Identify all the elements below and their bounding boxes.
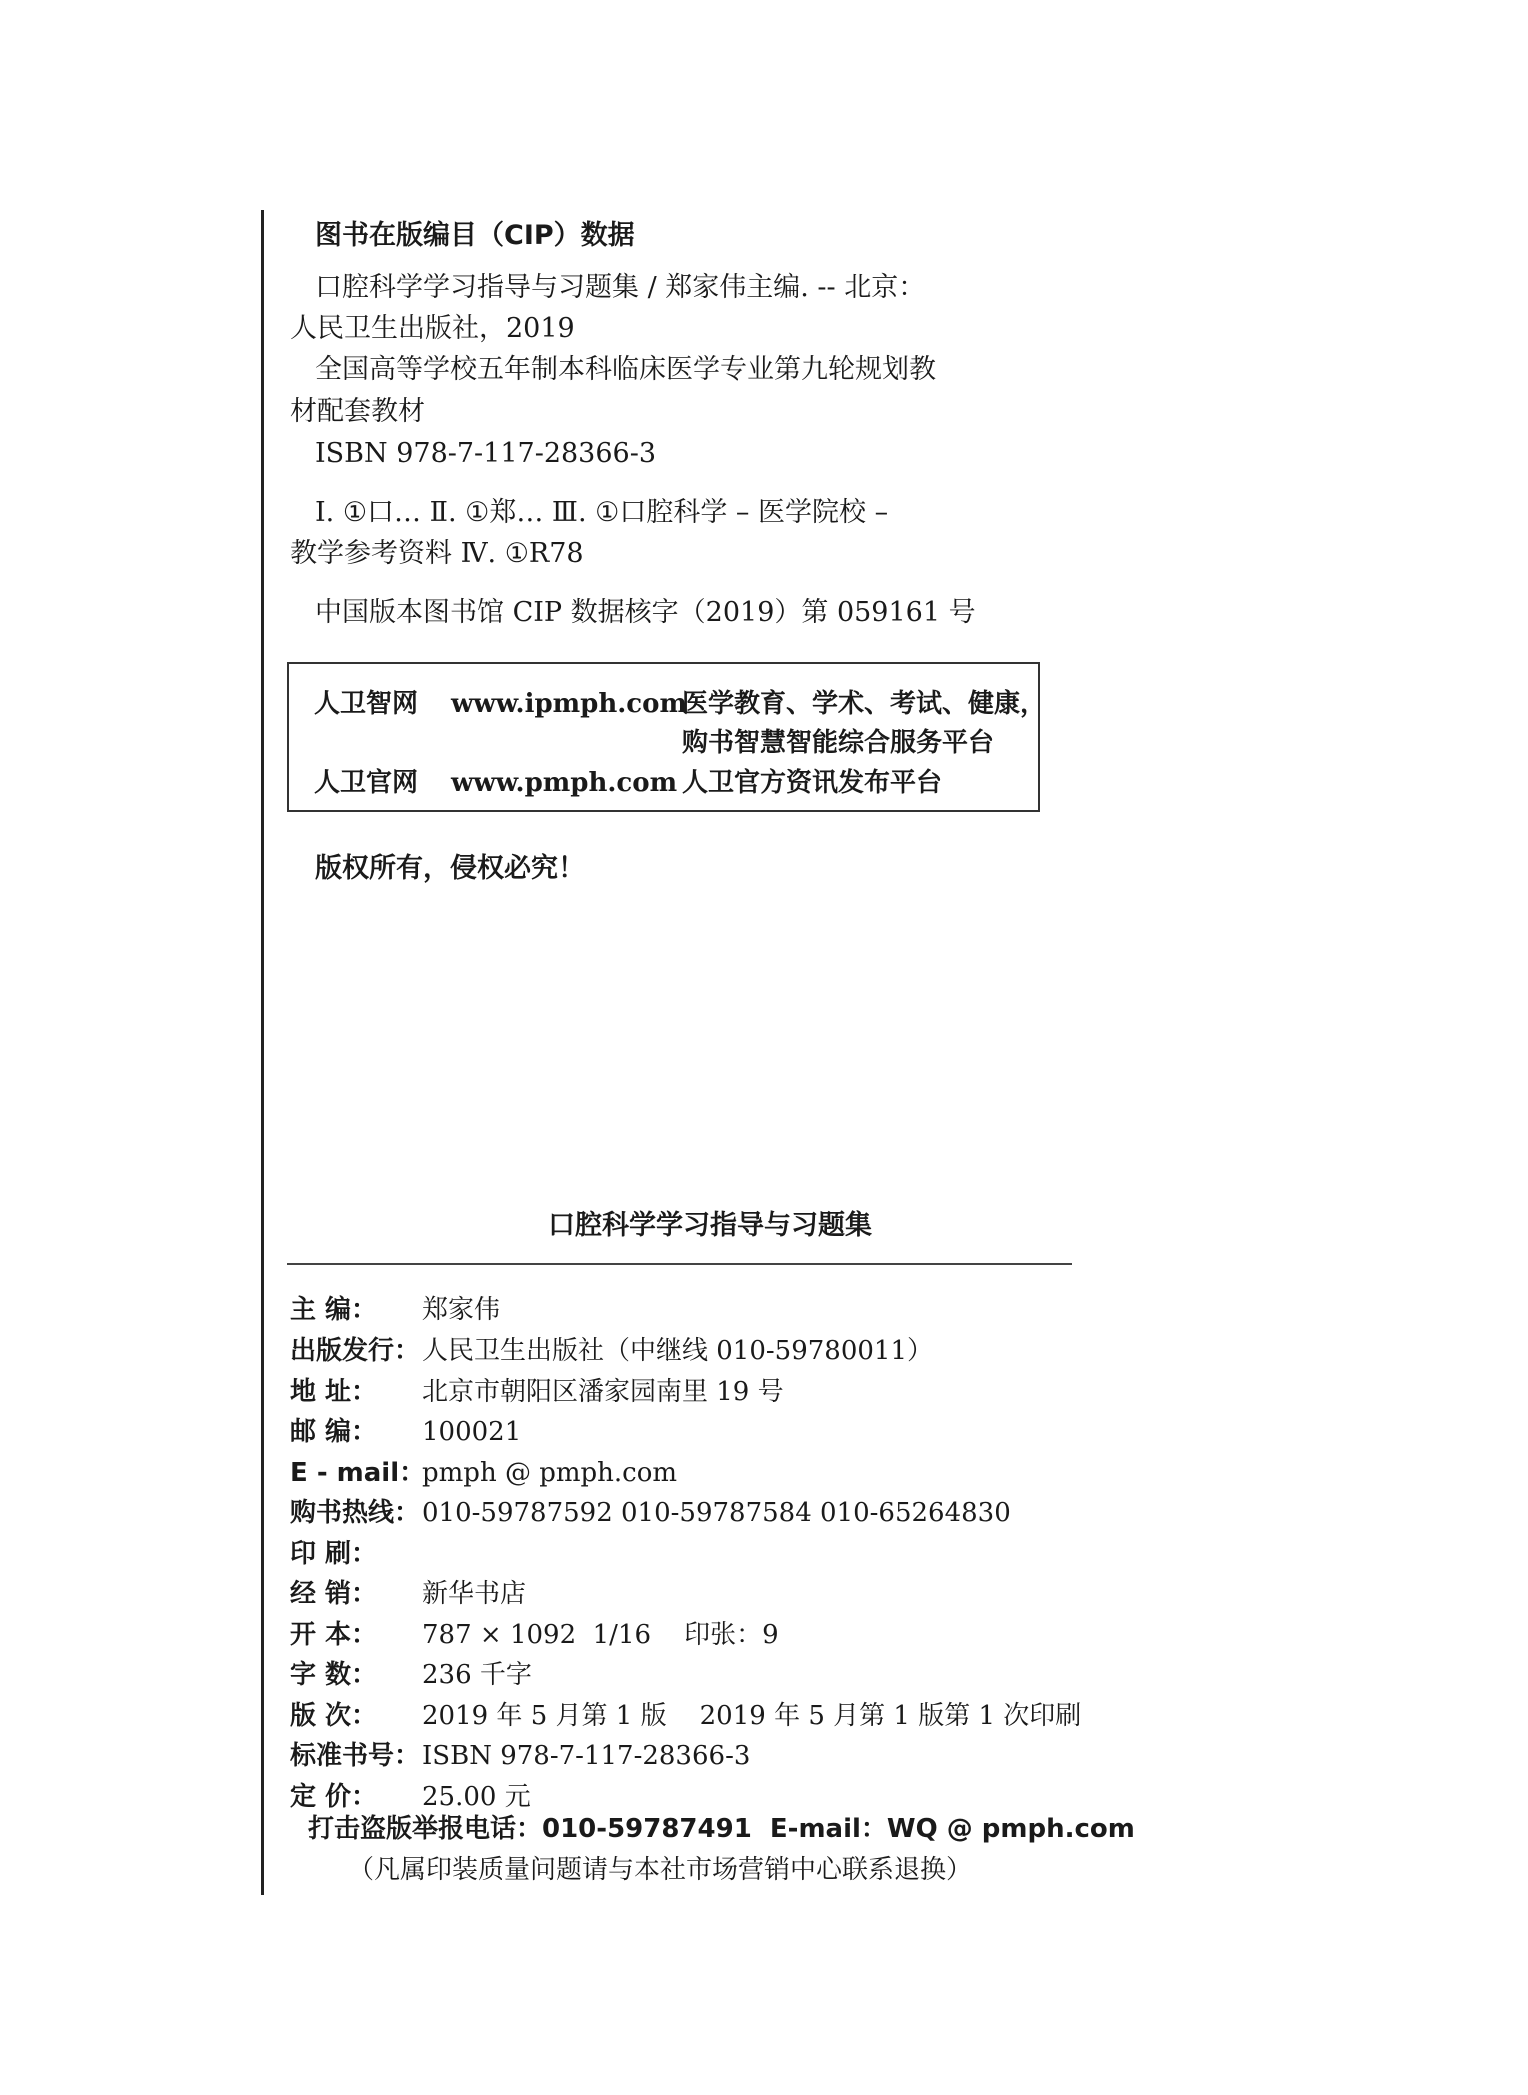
platform-desc-ipmph-2: 购书智慧智能综合服务平台 [682, 728, 995, 758]
left-margin-rule [261, 210, 264, 1895]
imprint-row [290, 1497, 1011, 1529]
platform-url-ipmph[interactable]: www.ipmph.com [451, 689, 687, 719]
title-divider [287, 1263, 1072, 1265]
imprint-label: 经 销： [290, 1579, 378, 1609]
imprint-label: 出版发行： [290, 1336, 421, 1366]
imprint-row [290, 1700, 1081, 1732]
imprint-row [290, 1376, 784, 1408]
imprint-value: 新华书店 [422, 1579, 527, 1609]
quality-return-note: （凡属印装质量问题请与本社市场营销中心联系退换） [348, 1855, 973, 1885]
imprint-value: 人民卫生出版社（中继线 010-59780011） [422, 1336, 934, 1366]
imprint-row [290, 1538, 422, 1570]
cip-line-1: 口腔科学学习指导与习题集 / 郑家伟主编. -- 北京： [315, 272, 926, 303]
imprint-value: pmph @ pmph.com [422, 1458, 678, 1488]
platform-name-pmph: 人卫官网 [314, 768, 419, 798]
cip-isbn: ISBN 978-7-117-28366-3 [315, 438, 657, 469]
imprint-label: 购书热线： [290, 1498, 421, 1528]
imprint-row [290, 1416, 521, 1448]
book-title: 口腔科学学习指导与习题集 [548, 1210, 872, 1241]
imprint-label: 开 本： [290, 1620, 378, 1650]
imprint-label: 定 价： [290, 1782, 378, 1812]
imprint-row [290, 1335, 933, 1367]
imprint-value: 010-59787592 010-59787584 010-65264830 [422, 1498, 1011, 1528]
copyright-notice: 版权所有，侵权必究！ [315, 853, 585, 884]
platform-desc-pmph: 人卫官方资讯发布平台 [682, 768, 943, 798]
imprint-value: 郑家伟 [422, 1295, 501, 1325]
imprint-row [290, 1578, 526, 1610]
platform-info-box [287, 662, 1047, 812]
cip-line-3: 全国高等学校五年制本科临床医学专业第九轮规划教 [315, 354, 936, 385]
piracy-report-line: 打击盗版举报电话：010-59787491 E-mail：WQ @ pmph.com [308, 1814, 1135, 1844]
cip-line-4: 材配套教材 [290, 396, 425, 427]
imprint-label: 标准书号： [290, 1741, 421, 1771]
imprint-label: 印 刷： [290, 1539, 378, 1569]
platform-desc-ipmph-1: 医学教育、学术、考试、健康， [682, 689, 1047, 719]
imprint-value: 2019 年 5 月第 1 版 2019 年 5 月第 1 版第 1 次印刷 [422, 1701, 1082, 1731]
imprint-label: 地 址： [290, 1377, 378, 1407]
imprint-label: 邮 编： [290, 1417, 378, 1447]
imprint-value: 787 × 1092 1/16 印张：9 [422, 1620, 779, 1650]
imprint-row [290, 1619, 779, 1651]
imprint-value: ISBN 978-7-117-28366-3 [422, 1741, 751, 1771]
imprint-label: E - mail： [290, 1458, 426, 1488]
imprint-value: 100021 [422, 1417, 522, 1447]
imprint-row [290, 1294, 500, 1326]
imprint-label: 版 次： [290, 1701, 378, 1731]
imprint-value: 北京市朝阳区潘家园南里 19 号 [422, 1377, 784, 1407]
imprint-row [290, 1781, 531, 1813]
cip-classification-1: Ⅰ. ①口… Ⅱ. ①郑… Ⅲ. ①口腔科学 – 医学院校 – [315, 497, 889, 528]
platform-name-ipmph: 人卫智网 [314, 689, 419, 719]
imprint-label: 字 数： [290, 1660, 378, 1690]
imprint-value: 25.00 元 [422, 1782, 531, 1812]
imprint-row [290, 1740, 750, 1772]
imprint-label: 主 编： [290, 1295, 378, 1325]
platform-url-pmph[interactable]: www.pmph.com [451, 768, 678, 798]
cip-classification-2: 教学参考资料 Ⅳ. ①R78 [290, 538, 584, 569]
cip-record-number: 中国版本图书馆 CIP 数据核字（2019）第 059161 号 [315, 597, 976, 628]
imprint-row [290, 1457, 677, 1489]
imprint-value: 236 千字 [422, 1660, 532, 1690]
imprint-row [290, 1659, 532, 1691]
cip-heading: 图书在版编目（CIP）数据 [315, 220, 635, 251]
cip-line-2: 人民卫生出版社，2019 [290, 313, 575, 344]
